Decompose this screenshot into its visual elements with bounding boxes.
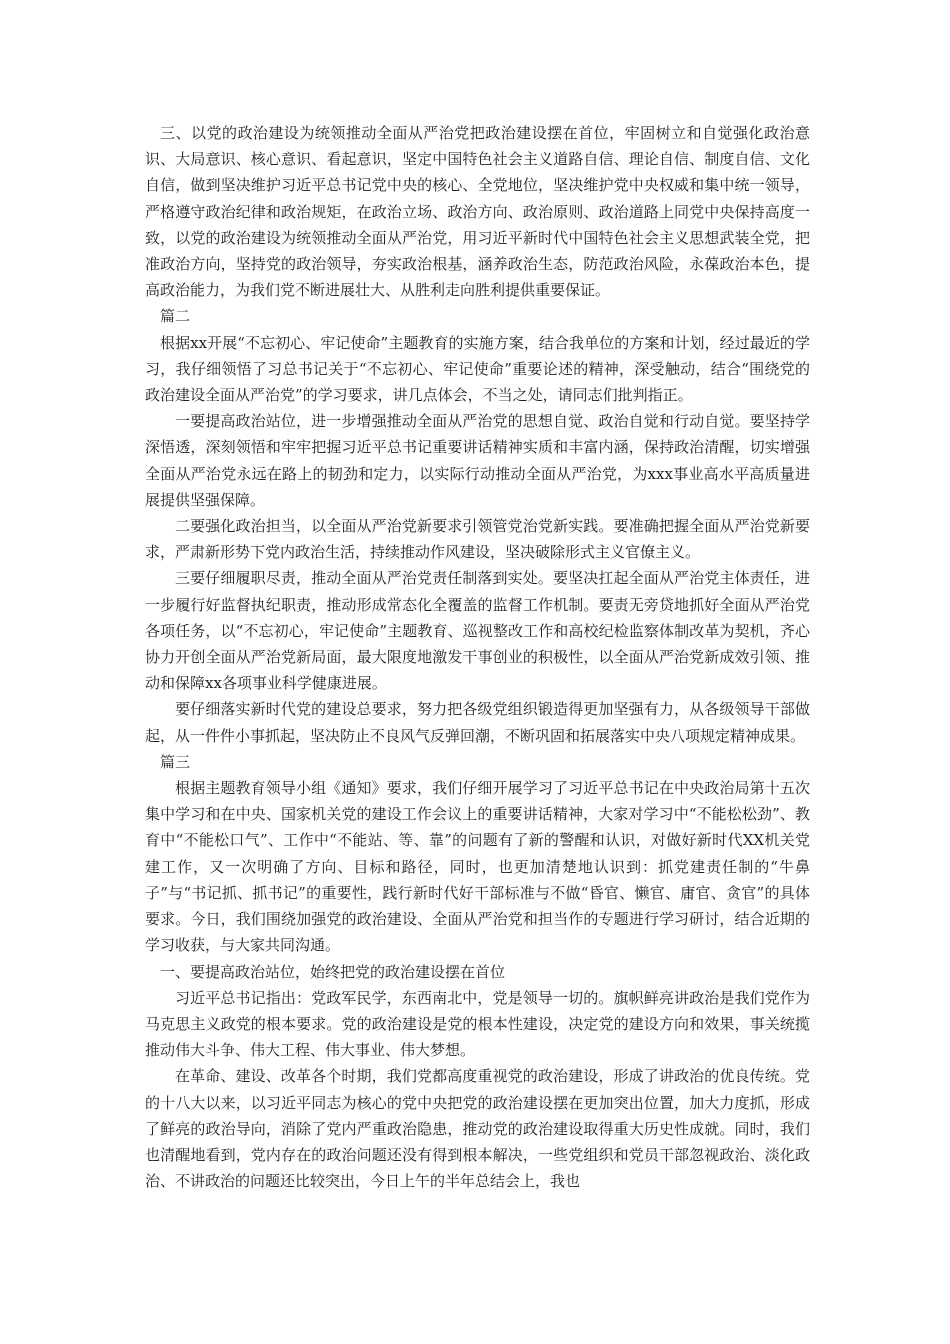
section-heading-2: 篇二	[160, 307, 191, 326]
paragraph-8: 习近平总书记指出：党政军民学，东西南北中，党是领导一切的。旗帜鲜亮讲政治是我们党作为马克思主义政党的根本要求。党的政治建设是党的根本性建设，决定党的建设方向和效果，事关统揽推动伟大斗争、伟大工程、伟大事业、伟大梦想。	[145, 988, 810, 1060]
paragraph-2: 根据xx开展“不忘初心、牢记使命”主题教育的实施方案，结合我单位的方案和计划，经过最近的学习，我仔细领悟了习总书记关于“不忘初心、牢记使命”重要论述的精神，深受触动，结合“围绕党的政治建设全面从严治党”的学习要求，讲几点体会，不当之处，请同志们批判指正。	[145, 333, 810, 405]
paragraph-7: 根据主题教育领导小组《通知》要求，我们仔细开展学习了习近平总书记在中央政治局第十五次集中学习和在中央、国家机关党的建设工作会议上的重要讲话精神，大家对学习中“不能松松劲”、教育中“不能松口气”、工作中“不能站、等、靠”的问题有了新的警醒和认识，对做好新时代XX机关党建工作，又一次明确了方向、目标和路径，同时，也更加清楚地认识到：抓党建责任制的“牛鼻子”与“书记抓、抓书记”的重要性，践行新时代好干部标准与不做“昏官、懒官、庸官、贪官”的具体要求。今日，我们围绕加强党的政治建设、全面从严治党和担当作的专题进行学习研讨，结合近期的学习收获，与大家共同沟通。	[145, 779, 810, 955]
document-page	[145, 120, 810, 1194]
paragraph-4: 二要强化政治担当，以全面从严治党新要求引领管党治党新实践。要准确把握全面从严治党新要求，严肃新形势下党内政治生活，持续推动作风建设，坚决破除形式主义官僚主义。	[145, 517, 810, 562]
paragraph-6: 要仔细落实新时代党的建设总要求，努力把各级党组织锻造得更加坚强有力，从各级领导干部做起，从一件件小事抓起，坚决防止不良风气反弹回潮，不断巩固和拓展落实中央八项规定精神成果。	[145, 700, 810, 745]
subheading-1: 一、要提高政治站位，始终把党的政治建设摆在首位	[160, 962, 506, 981]
paragraph-3: 一要提高政治站位，进一步增强推动全面从严治党的思想自觉、政治自觉和行动自觉。要坚持学深悟透，深刻领悟和牢牢把握习近平总书记重要讲话精神实质和丰富内涵，保持政治清醒，切实增强全面从严治党永远在路上的韧劲和定力，以实际行动推动全面从严治党，为xxx事业高水平高质量进展提供坚强保障。	[145, 412, 810, 509]
section-heading-3: 篇三	[160, 752, 191, 771]
paragraph-9: 在革命、建设、改革各个时期，我们党都高度重视党的政治建设，形成了讲政治的优良传统。党的十八大以来，以习近平同志为核心的党中央把党的政治建设摆在更加突出位置，加大力度抓，形成了鲜亮的政治导向，消除了党内严重政治隐患，推动党的政治建设取得重大历史性成就。同时，我们也清醒地看到，党内存在的政治问题还没有得到根本解决，一些党组织和党员干部忽视政治、淡化政治、不讲政治的问题还比较突出，今日上午的半年总结会上，我也	[145, 1067, 810, 1191]
paragraph-1: 三、以党的政治建设为统领推动全面从严治党把政治建设摆在首位，牢固树立和自觉强化政治意识、大局意识、核心意识、看起意识，坚定中国特色社会主义道路自信、理论自信、制度自信、文化自信，做到坚决维护习近平总书记党中央的核心、全党地位，坚决维护党中央权威和集中统一领导，严格遵守政治纪律和政治规矩，在政治立场、政治方向、政治原则、政治道路上同党中央保持高度一致，以党的政治建设为统领推动全面从严治党，用习近平新时代中国特色社会主义思想武装全党，把准政治方向，坚持党的政治领导，夯实政治根基，涵养政治生态，防范政治风险，永葆政治本色，提高政治能力，为我们党不断进展壮大、从胜利走向胜利提供重要保证。	[145, 124, 810, 300]
paragraph-5: 三要仔细履职尽责，推动全面从严治党责任制落到实处。要坚决扛起全面从严治党主体责任，进一步履行好监督执纪职责，推动形成常态化全覆盖的监督工作机制。要责无旁贷地抓好全面从严治党各项任务，以“不忘初心，牢记使命”主题教育、巡视整改工作和高校纪检监察体制改革为契机，齐心协力开创全面从严治党新局面，最大限度地激发干事创业的积极性，以全面从严治党新成效引领、推动和保障xx各项事业科学健康进展。	[145, 569, 810, 693]
